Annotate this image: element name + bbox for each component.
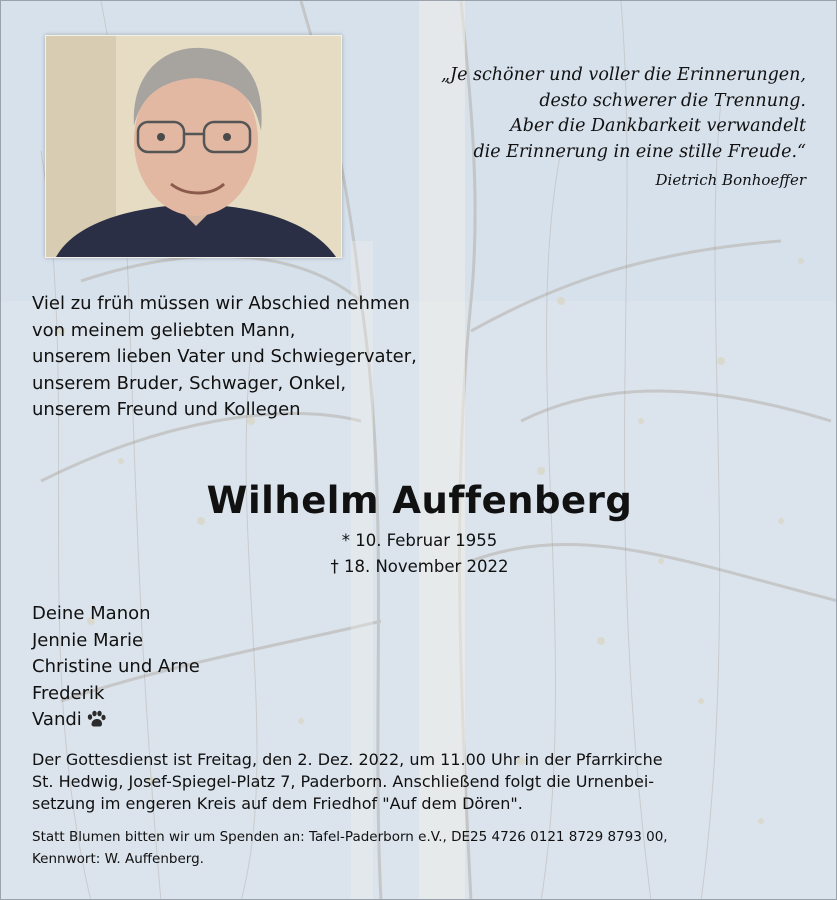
mourner-name: Vandi: [32, 709, 82, 730]
farewell-line: Viel zu früh müssen wir Abschied nehmen: [32, 293, 410, 314]
quote-line: die Erinnerung in eine stille Freude.“: [473, 141, 806, 162]
funeral-service-info: [32, 749, 808, 815]
death-date: † 18. November 2022: [330, 557, 509, 576]
deceased-name: Wilhelm Auffenberg: [206, 479, 633, 522]
donation-request: [32, 826, 808, 870]
farewell-line: unserem lieben Vater und Schwiegervater,: [32, 346, 417, 367]
service-line: St. Hedwig, Josef-Spiegel-Platz 7, Paderborn. Anschließend folgt die Urnenbei-: [32, 772, 655, 791]
farewell-text: [32, 291, 417, 424]
donation-line: Kennwort: W. Auffenberg.: [32, 851, 204, 867]
bonhoeffer-quote: [346, 63, 806, 194]
service-line: Der Gottesdienst ist Freitag, den 2. Dez. 2022, um 11.00 Uhr in der Pfarrkirche: [32, 750, 663, 769]
portrait-photo: [45, 35, 342, 258]
life-dates: [1, 528, 837, 580]
quote-author: Dietrich Bonhoeffer: [655, 171, 806, 189]
mourner-name: Deine Manon: [32, 603, 151, 624]
birth-date: * 10. Februar 1955: [341, 531, 498, 550]
quote-line: Aber die Dankbarkeit verwandelt: [510, 116, 806, 136]
farewell-line: von meinem geliebten Mann,: [32, 319, 296, 341]
quote-line: „Je schöner und voller die Erinnerungen,: [440, 65, 806, 85]
mourner-name: Jennie Marie: [32, 629, 144, 651]
mourner-name: Frederik: [32, 682, 105, 704]
donation-line: Statt Blumen bitten wir um Spenden an: Tafel-Paderborn e.V., DE25 4726 0121 8729 8793 00,: [32, 829, 668, 845]
mourner-name: Christine und Arne: [32, 656, 200, 677]
quote-line: desto schwerer die Trennung.: [539, 90, 806, 111]
farewell-line: unserem Bruder, Schwager, Onkel,: [32, 372, 347, 394]
portrait-icon: [46, 36, 341, 257]
mourner-entry: [32, 707, 200, 737]
farewell-line: unserem Freund und Kollegen: [32, 399, 301, 420]
service-line: setzung im engeren Kreis auf dem Friedhof "Auf dem Dören".: [32, 794, 523, 813]
paw-print-icon: [86, 710, 106, 737]
mourners-list: [32, 601, 200, 737]
